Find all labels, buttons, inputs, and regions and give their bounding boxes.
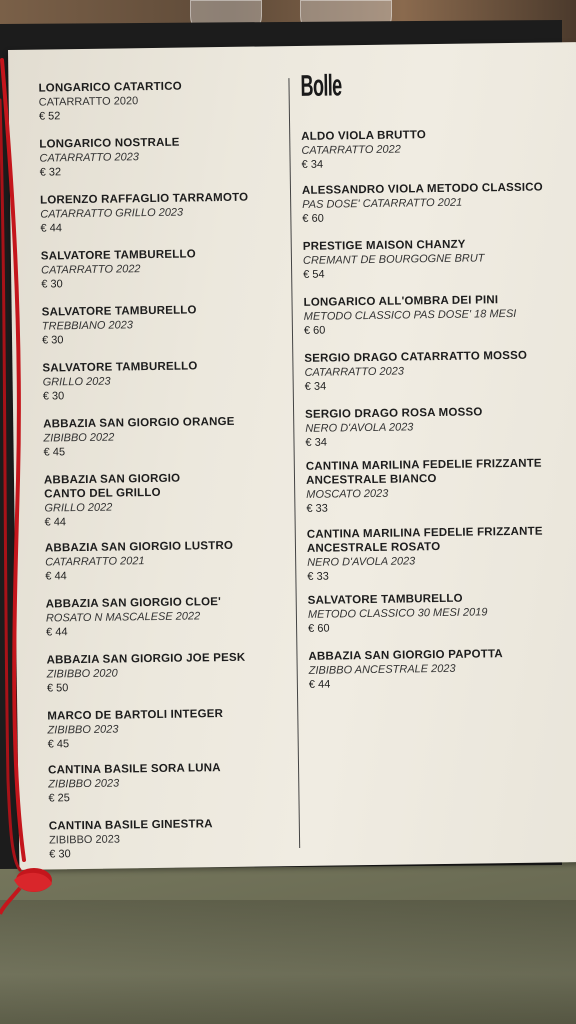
wine-entry bbox=[38, 80, 182, 125]
wine-name: PRESTIGE MAISON CHANZY bbox=[302, 238, 466, 253]
wine-name: ABBAZIA SAN GIORGIO PAPOTTA bbox=[308, 648, 503, 663]
wine-variety: CATARRATTO 2022 bbox=[301, 143, 401, 157]
wine-entry bbox=[46, 651, 245, 697]
wine-name: ALESSANDRO VIOLA METODO CLASSICO bbox=[301, 181, 543, 197]
wine-name: SALVATORE TAMBURELLO bbox=[307, 592, 463, 607]
wine-name: ABBAZIA SAN GIORGIO LUSTRO bbox=[44, 539, 234, 555]
wine-name: LONGARICO ALL'OMBRA DEI PINI bbox=[303, 294, 499, 309]
section-title: Bolle bbox=[300, 69, 342, 103]
wine-name: ALDO VIOLA BRUTTO bbox=[301, 129, 427, 143]
wine-name: ABBAZIA SAN GIORGIO JOE PESK bbox=[46, 651, 246, 667]
wine-name: CANTINA BASILE SORA LUNA bbox=[47, 762, 221, 777]
wine-entry bbox=[304, 349, 527, 395]
wine-variety: GRILLO 2022 bbox=[44, 501, 113, 515]
wine-entry bbox=[301, 128, 426, 173]
wine-price: € 60 bbox=[302, 212, 324, 225]
wine-variety: METODO CLASSICO PAS DOSE' 18 MESI bbox=[303, 307, 517, 323]
wine-entry bbox=[41, 247, 197, 292]
wine-name: LORENZO RAFFAGLIO TARRAMOTO bbox=[40, 191, 249, 207]
wine-entry bbox=[44, 472, 181, 531]
wine-variety: NERO D'AVOLA 2023 bbox=[305, 421, 414, 435]
wine-name: ABBAZIA SAN GIORGIO ORANGE bbox=[43, 415, 235, 431]
wine-entry bbox=[303, 237, 485, 283]
wine-entry bbox=[48, 761, 221, 806]
wine-variety: ZIBIBBO 2023 bbox=[47, 723, 119, 737]
left-column bbox=[38, 70, 278, 861]
wine-price: € 44 bbox=[40, 222, 62, 235]
wine-variety: ZIBIBBO 2023 bbox=[48, 777, 120, 791]
wine-variety: TREBBIANO 2023 bbox=[41, 319, 134, 333]
wine-variety: ZIBIBBO 2022 bbox=[43, 431, 115, 445]
wine-entry bbox=[308, 647, 503, 693]
wine-price: € 34 bbox=[301, 158, 324, 171]
wine-price: € 34 bbox=[305, 436, 328, 449]
wine-price: € 44 bbox=[45, 570, 67, 583]
wine-variety: ZIBIBBO 2023 bbox=[48, 833, 121, 847]
wine-entry bbox=[303, 293, 516, 339]
wine-name: LONGARICO CATARTICO bbox=[38, 80, 182, 95]
wine-price: € 44 bbox=[46, 626, 68, 639]
wine-entry bbox=[42, 359, 198, 404]
wine-price: € 45 bbox=[43, 446, 66, 459]
wine-price: € 30 bbox=[41, 334, 64, 347]
tablecloth-fold bbox=[0, 900, 576, 1024]
wine-variety: ZIBIBBO ANCESTRALE 2023 bbox=[308, 662, 456, 677]
wine-entry bbox=[46, 595, 222, 640]
wine-price: € 45 bbox=[47, 738, 70, 751]
wine-price: € 60 bbox=[303, 324, 326, 337]
wine-price: € 44 bbox=[308, 678, 331, 691]
wine-entry bbox=[47, 707, 223, 752]
wine-price: € 50 bbox=[46, 682, 69, 695]
wine-entry bbox=[306, 457, 543, 517]
wine-name: SALVATORE TAMBURELLO bbox=[40, 248, 196, 263]
wine-menu-page bbox=[8, 42, 576, 870]
column-divider bbox=[288, 78, 300, 848]
wine-variety: CATARRATTO 2022 bbox=[40, 263, 141, 277]
wine-price: € 60 bbox=[308, 622, 330, 635]
wine-entry bbox=[305, 405, 483, 450]
wine-variety: GRILLO 2023 bbox=[42, 375, 111, 389]
wine-price: € 33 bbox=[307, 570, 329, 583]
wine-variety: CATARRATTO GRILLO 2023 bbox=[40, 206, 184, 221]
wine-entry bbox=[39, 136, 180, 181]
wine-entry bbox=[45, 539, 234, 585]
wine-name: SALVATORE TAMBURELLO bbox=[41, 304, 197, 319]
wine-price: € 33 bbox=[306, 502, 328, 515]
wine-entry bbox=[43, 415, 235, 461]
wine-variety: CATARRATTO 2023 bbox=[39, 151, 140, 165]
wine-variety: ROSATO N MASCALESE 2022 bbox=[45, 610, 201, 625]
wine-variety: MOSCATO 2023 bbox=[306, 487, 389, 501]
wine-variety: CATARRATTO 2023 bbox=[304, 365, 405, 379]
wine-variety: CATARRATTO 2020 bbox=[38, 95, 139, 109]
wine-price: € 30 bbox=[42, 390, 65, 403]
wine-entry bbox=[307, 525, 544, 585]
wine-variety: NERO D'AVOLA 2023 bbox=[307, 555, 416, 569]
wine-name: ABBAZIA SAN GIORGIO CANTO DEL GRILLO bbox=[43, 472, 181, 501]
wine-price: € 52 bbox=[38, 110, 61, 123]
wine-entry bbox=[42, 303, 198, 348]
wine-variety: CREMANT DE BOURGOGNE BRUT bbox=[302, 252, 485, 267]
wine-name: SALVATORE TAMBURELLO bbox=[42, 360, 198, 375]
wine-name: SERGIO DRAGO ROSA MOSSO bbox=[305, 406, 483, 421]
wine-entry bbox=[308, 591, 488, 637]
wine-variety: METODO CLASSICO 30 MESI 2019 bbox=[307, 606, 488, 621]
wine-price: € 34 bbox=[304, 380, 327, 393]
wine-price: € 32 bbox=[39, 166, 62, 179]
wine-variety: ZIBIBBO 2020 bbox=[46, 667, 118, 681]
wine-entry bbox=[49, 817, 213, 862]
wine-variety: PAS DOSE' CATARRATTO 2021 bbox=[302, 196, 463, 211]
wine-name: ABBAZIA SAN GIORGIO CLOE' bbox=[45, 596, 222, 611]
wine-name: CANTINA MARILINA FEDELIE FRIZZANTE ANCESTRALE BIANCO bbox=[305, 457, 542, 487]
wine-name: SERGIO DRAGO CATARRATTO MOSSO bbox=[304, 349, 528, 365]
wine-name: LONGARICO NOSTRALE bbox=[39, 136, 180, 151]
wine-price: € 44 bbox=[44, 516, 67, 529]
wine-name: CANTINA BASILE GINESTRA bbox=[48, 818, 213, 833]
wine-variety: CATARRATTO 2021 bbox=[45, 555, 145, 569]
wine-price: € 54 bbox=[303, 268, 325, 281]
wine-entry bbox=[40, 191, 249, 237]
wine-price: € 30 bbox=[49, 848, 71, 861]
wine-name: MARCO DE BARTOLI INTEGER bbox=[47, 708, 224, 723]
right-column bbox=[300, 66, 570, 691]
wine-price: € 30 bbox=[41, 278, 63, 291]
wine-price: € 25 bbox=[48, 792, 70, 805]
wine-name: CANTINA MARILINA FEDELIE FRIZZANTE ANCESTRALE ROSATO bbox=[306, 525, 543, 555]
wine-entry bbox=[302, 181, 543, 227]
